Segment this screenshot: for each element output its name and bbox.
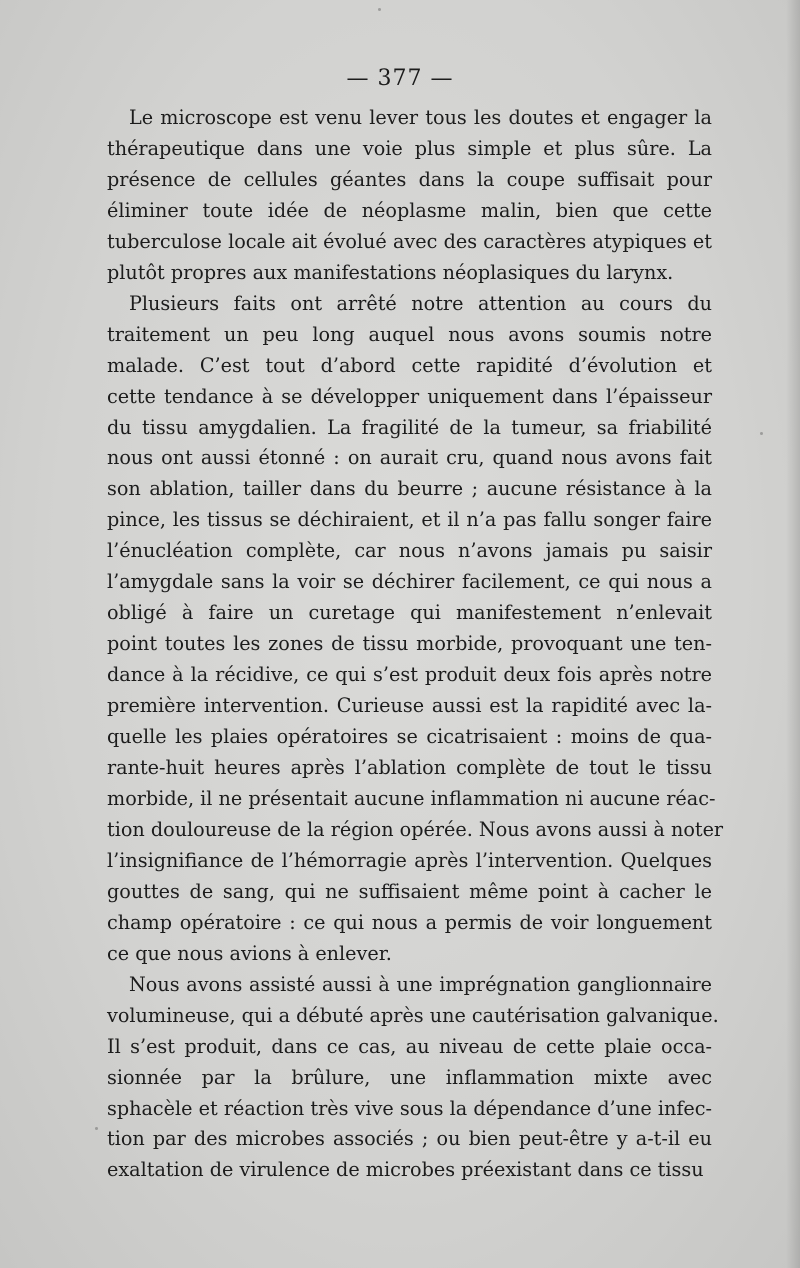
text-line: l’insignifiance de l’hémorragie après l’intervention. Quelques (107, 848, 712, 872)
text-line: sphacèle et réaction très vive sous la dépendance d’une infec- (107, 1096, 712, 1120)
text-line: son ablation, tailler dans du beurre ; aucune résistance à la (107, 477, 712, 501)
text-line: obligé à faire un curetage qui manifestement n’enlevait (107, 601, 712, 625)
text-line: thérapeutique dans une voie plus simple et plus sûre. La (107, 136, 712, 160)
text-line: gouttes de sang, qui ne suffisaient même point à cacher le (107, 879, 712, 903)
text-line: exaltation de virulence de microbes préexistant dans ce tissu (107, 1158, 704, 1182)
text-line: dance à la récidive, ce qui s’est produit deux fois après notre (107, 663, 712, 687)
text-line: point toutes les zones de tissu morbide, provoquant une ten- (107, 632, 712, 656)
body-text (107, 103, 724, 1186)
paper-speck (378, 8, 381, 11)
text-line: l’amygdale sans la voir se déchirer facilement, ce qui nous a (107, 570, 712, 594)
text-line: nous ont aussi étonné : on aurait cru, quand nous avons fait (107, 446, 712, 470)
text-line: tion douloureuse de la région opérée. Nous avons aussi à noter (107, 817, 724, 841)
text-line: tuberculose locale ait évolué avec des caractères atypiques et (107, 229, 712, 253)
paragraph (107, 970, 719, 1187)
text-line: l’énucléation complète, car nous n’avons jamais pu saisir (107, 539, 712, 563)
text-line: traitement un peu long auquel nous avons soumis notre (107, 322, 712, 346)
text-line: Il s’est produit, dans ce cas, au niveau de cette plaie occa- (107, 1034, 712, 1058)
text-line: Le microscope est venu lever tous les doutes et engager la (129, 106, 712, 129)
paper-speck (760, 432, 763, 435)
text-line: première intervention. Curieuse aussi est la rapidité avec la- (107, 694, 712, 718)
text-line: cette tendance à se développer uniquement dans l’épaisseur (107, 384, 712, 408)
page-binding-shadow (786, 0, 800, 1268)
paper-speck (95, 1127, 98, 1130)
text-line: tion par des microbes associés ; ou bien peut-être y a-t-il eu (107, 1127, 712, 1151)
text-line: éliminer toute idée de néoplasme malin, bien que cette (107, 198, 712, 222)
text-line: du tissu amygdalien. La fragilité de la tumeur, sa friabilité (107, 415, 712, 439)
text-line: présence de cellules géantes dans la coupe suffisait pour (107, 167, 712, 191)
text-line: sionnée par la brûlure, une inflammation mixte avec (107, 1065, 712, 1089)
text-line: Nous avons assisté aussi à une imprégnation ganglionnaire (129, 972, 712, 996)
text-line: volumineuse, qui a débuté après une cautérisation galvanique. (107, 1003, 719, 1027)
text-line: pince, les tissus se déchiraient, et il n’a pas fallu songer faire (107, 508, 712, 532)
text-line: ce que nous avions à enlever. (107, 941, 392, 965)
text-line: morbide, il ne présentait aucune inflammation ni aucune réac- (107, 786, 716, 810)
paragraph (107, 289, 724, 970)
text-line: champ opératoire : ce qui nous a permis de voir longuement (107, 910, 712, 934)
text-line: Plusieurs faits ont arrêté notre attention au cours du (129, 291, 712, 315)
page-number: — 377 — (346, 66, 454, 91)
text-line: malade. C’est tout d’abord cette rapidité d’évolution et (107, 353, 712, 377)
text-line: quelle les plaies opératoires se cicatrisaient : moins de qua- (107, 725, 712, 749)
text-line: rante-huit heures après l’ablation complète de tout le tissu (107, 756, 712, 780)
text-line: plutôt propres aux manifestations néoplasiques du larynx. (107, 260, 674, 284)
paragraph (107, 103, 712, 289)
